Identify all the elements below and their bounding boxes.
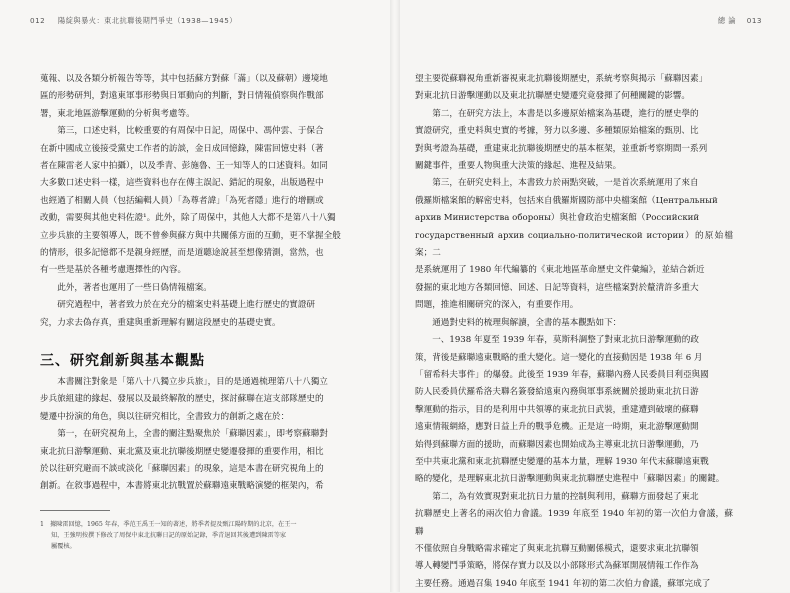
line: 第一，在研究視角上，全書的關注點聚焦於「蘇聯因素」，即考察蘇聯對 [57,429,328,440]
line: 擊運動的指示，目的是利用中共領導的東北抗日武裝，重建遭到破壞的蘇聯 [415,404,699,415]
line: 不僅依照自身戰略需求確定了與東北抗聯互動關係模式，還要求東北抗聯領 [415,543,699,554]
footnote-number: 1 [40,521,44,528]
para-1938 [415,332,733,489]
line: 在新中國成立後接受黨史工作者的訪談，金日成回憶錄，陳雷回憶史料（著 [40,143,324,154]
para-second-point [415,489,733,593]
left-running-header [30,16,237,26]
line: 有一些是基於各種考慮選擇性的內容。 [40,265,187,276]
line: 問題，推進相關研究的深入，有重要作用。 [415,300,579,311]
footnote-line: 屬覆核。 [51,543,76,550]
line: 究，力求去偽存真，重建與重新理解有關這段歷史的基礎史實。 [40,317,281,328]
line: 創新。在敘事過程中，本書將東北抗戰置於蘇聯遠東戰略演變的框架內，希 [40,481,324,492]
line: 研究過程中，著者致力於在充分的檔案史料基礎上進行歷史的實證研 [57,300,316,311]
left-body-bottom [40,374,358,496]
line: 至中共東北黨和東北抗聯歷史變遷的基本力量，理解 1930 年代末蘇聯遠東戰 [415,456,709,467]
line: 遠東情報網絡，應對日益上升的戰爭危機。正是這一時期，東北游擊運動開 [415,422,699,433]
para-section-intro [40,374,358,426]
line: 發掘的東北地方各類回憶、回述、日記等資料，這些檔案對於釐清許多重大 [415,282,699,293]
line: 防人民委員伏羅希洛夫聯名簽發給遠東內務與軍事系統關於援助東北抗日游 [415,387,699,398]
line: 第三，口述史料，比較重要的有周保中日記，周保中、馮仲雲、于保合 [57,126,324,137]
line: 抗聯歷史上著名的兩次伯力會議。1939 年底至 1940 年初的第一次伯力會議，蘇聯 [415,509,733,537]
footnote-line: 據陳雷回憶，1965 年春，季范王禹王一知的著述，將季者提及甄江陽時期的北京，在王一 [49,521,297,528]
line: 步兵旅組建的緣起、發展以及最終解散的歷史，探討蘇聯在這支部隊歷史的 [40,394,324,405]
footnote [40,519,358,552]
line: 望主要從蘇聯視角重新審視東北抗聯後期歷史，系統考察與揭示「蘇聯因素」 [415,74,708,84]
para-second-method [415,106,733,176]
line: 第二，在研究方法上，本書是以多邊原始檔案為基礎，進行的歷史學的 [432,108,699,119]
line: 關鍵事件，重要人物與重大決策的緣起、進程及結果。 [415,161,622,172]
section-heading: 三、研究創新與基本觀點 [40,353,205,369]
line: 立步兵旅的主要領導人，既不曾參與蘇方與中共關係方面的互動，更不掌握全般 [40,230,341,241]
line: 一、1938 年夏至 1939 年春，莫斯科調整了對東北抗日游擊運動的政 [432,335,699,346]
left-page [0,0,395,592]
para-continued [415,71,733,106]
para-intro-points: 通過對史料的梳理與解讀，全書的基本觀點如下： [432,317,622,328]
line: 主要任務。通過召集 1940 年底至 1941 年初的第二次伯力會議，蘇軍完成了 [415,578,711,589]
line: 是系統運用了 1980 年代編纂的《東北地區革命歷史文件彙編》，並結合新近 [415,265,705,276]
line: 導人轉變鬥爭策略，將保存實力以及以小部隊形式為蘇軍開展情報工作作為 [415,561,699,572]
line: 改動，需要與其他史料佐證¹。此外，除了周保中，其他人大都不是第八十八獨 [40,213,336,224]
left-body-top [40,71,358,332]
line: 者在陳雷老人家中拍攝），以及季青、彭施魯、王一知等人的口述資料。如同 [40,161,328,172]
line: 始得到蘇聯方面的援助，而蘇聯因素也開始成為主導東北抗日游擊運動，乃 [415,439,699,450]
line: 實證研究，重史料與史實的考據，努力以多邊、多種類原始檔案的甄別、比 [415,126,699,137]
line: 對東北抗日游擊運動以及東北抗聯歷史變遷究竟發揮了何種關鍵的影響。 [415,91,691,102]
para-top [40,71,358,123]
book-gutter [390,0,400,592]
line: 本書關注對象是「第八十八獨立步兵旅」，目的是通過梳理第八十八獨立 [57,377,328,387]
line: 變遷中扮演的角色，與以往研究相比，全書致力的創新之處在於： [40,411,290,422]
right-page-number: 013 [746,16,762,25]
line: 於以往研究避而不談或淡化「蘇聯因素」的現象，這是本書在研究視角上的 [40,464,324,475]
line: 也經過了相關人員（包括編輯人員）「為尊者諱」「為死者隱」進行的增刪或 [40,195,324,206]
line: 第二，為有效實現對東北抗日力量的控制與利用，蘇聯方面發起了東北 [432,491,699,502]
line: 署，東北地區游擊運動的分析與考慮等。 [40,108,195,119]
para-research [40,297,358,332]
line: 略的變化，是理解東北抗日游擊運動與東北抗聯歷史進程中「蘇聯因素」的關鍵。 [415,474,725,485]
para-first-point [40,426,358,496]
right-running-header [718,16,762,26]
line: 對與考證為基礎，重建東北抗聯後期歷史的基本框架，並重新考察期間一系列 [415,143,708,154]
line: архив Министерства обороны）與社會政治史檔案館（Российский [415,213,700,224]
footnote-rule [40,510,110,511]
right-running-title: 總 論 [717,16,736,25]
line: 蒐報、以及各類分析報告等等，其中包括蘇方對蘇「滿」（以及蘇朝）邊境地 [40,74,328,84]
line: 「留希科夫事件」的爆發。此後至 1939 年春，蘇聯內務人民委員目利亞與國 [415,369,709,380]
para-third-sources [415,175,733,314]
para-oral-history [40,123,358,280]
right-body [415,71,733,593]
line: 東北抗日游擊運動、東北黨及東北抗聯後期歷史變遷發揮的重要作用，相比 [40,446,324,457]
line: 的情形，很多記憶都不是親身經歷，而是道聽途說甚至想像猜測，當然，也 [40,248,324,259]
line: 大多數口述史料一樣，這些資料也存在傳主誤記、錯記的現象，出版過程中 [40,178,324,189]
footnote-line: 知，王強明按撰下修改了周保中東北抗聯日記的原始記錄，季青退回其後遭到陳雷等家 [51,532,287,539]
left-page-number: 012 [30,16,46,25]
line: государственный архив социально-политической истории）的原始檔案；二 [415,230,733,259]
left-running-title: 陽綻與暴火：東北抗聯後期鬥爭史（1938—1945） [58,16,237,25]
line: 策，背後是蘇聯遠東戰略的重大變化。這一變化的直接動因是 1938 年 6 月 [415,352,703,363]
line: 俄羅斯檔案館的解密史料，包括來自俄羅斯國防部中央檔案館（Центральный [415,195,718,206]
line: 第三，在研究史料上，本書致力於兩點突破，一是首次系統運用了來自 [432,178,699,189]
line: 區的形勢研判，對遠東軍事形勢與日軍動向的判斷，對日情報偵察與作戰部 [40,91,324,102]
para-misc: 此外，著者也運用了一些日偽情報檔案。 [57,282,212,293]
right-page [395,0,790,592]
